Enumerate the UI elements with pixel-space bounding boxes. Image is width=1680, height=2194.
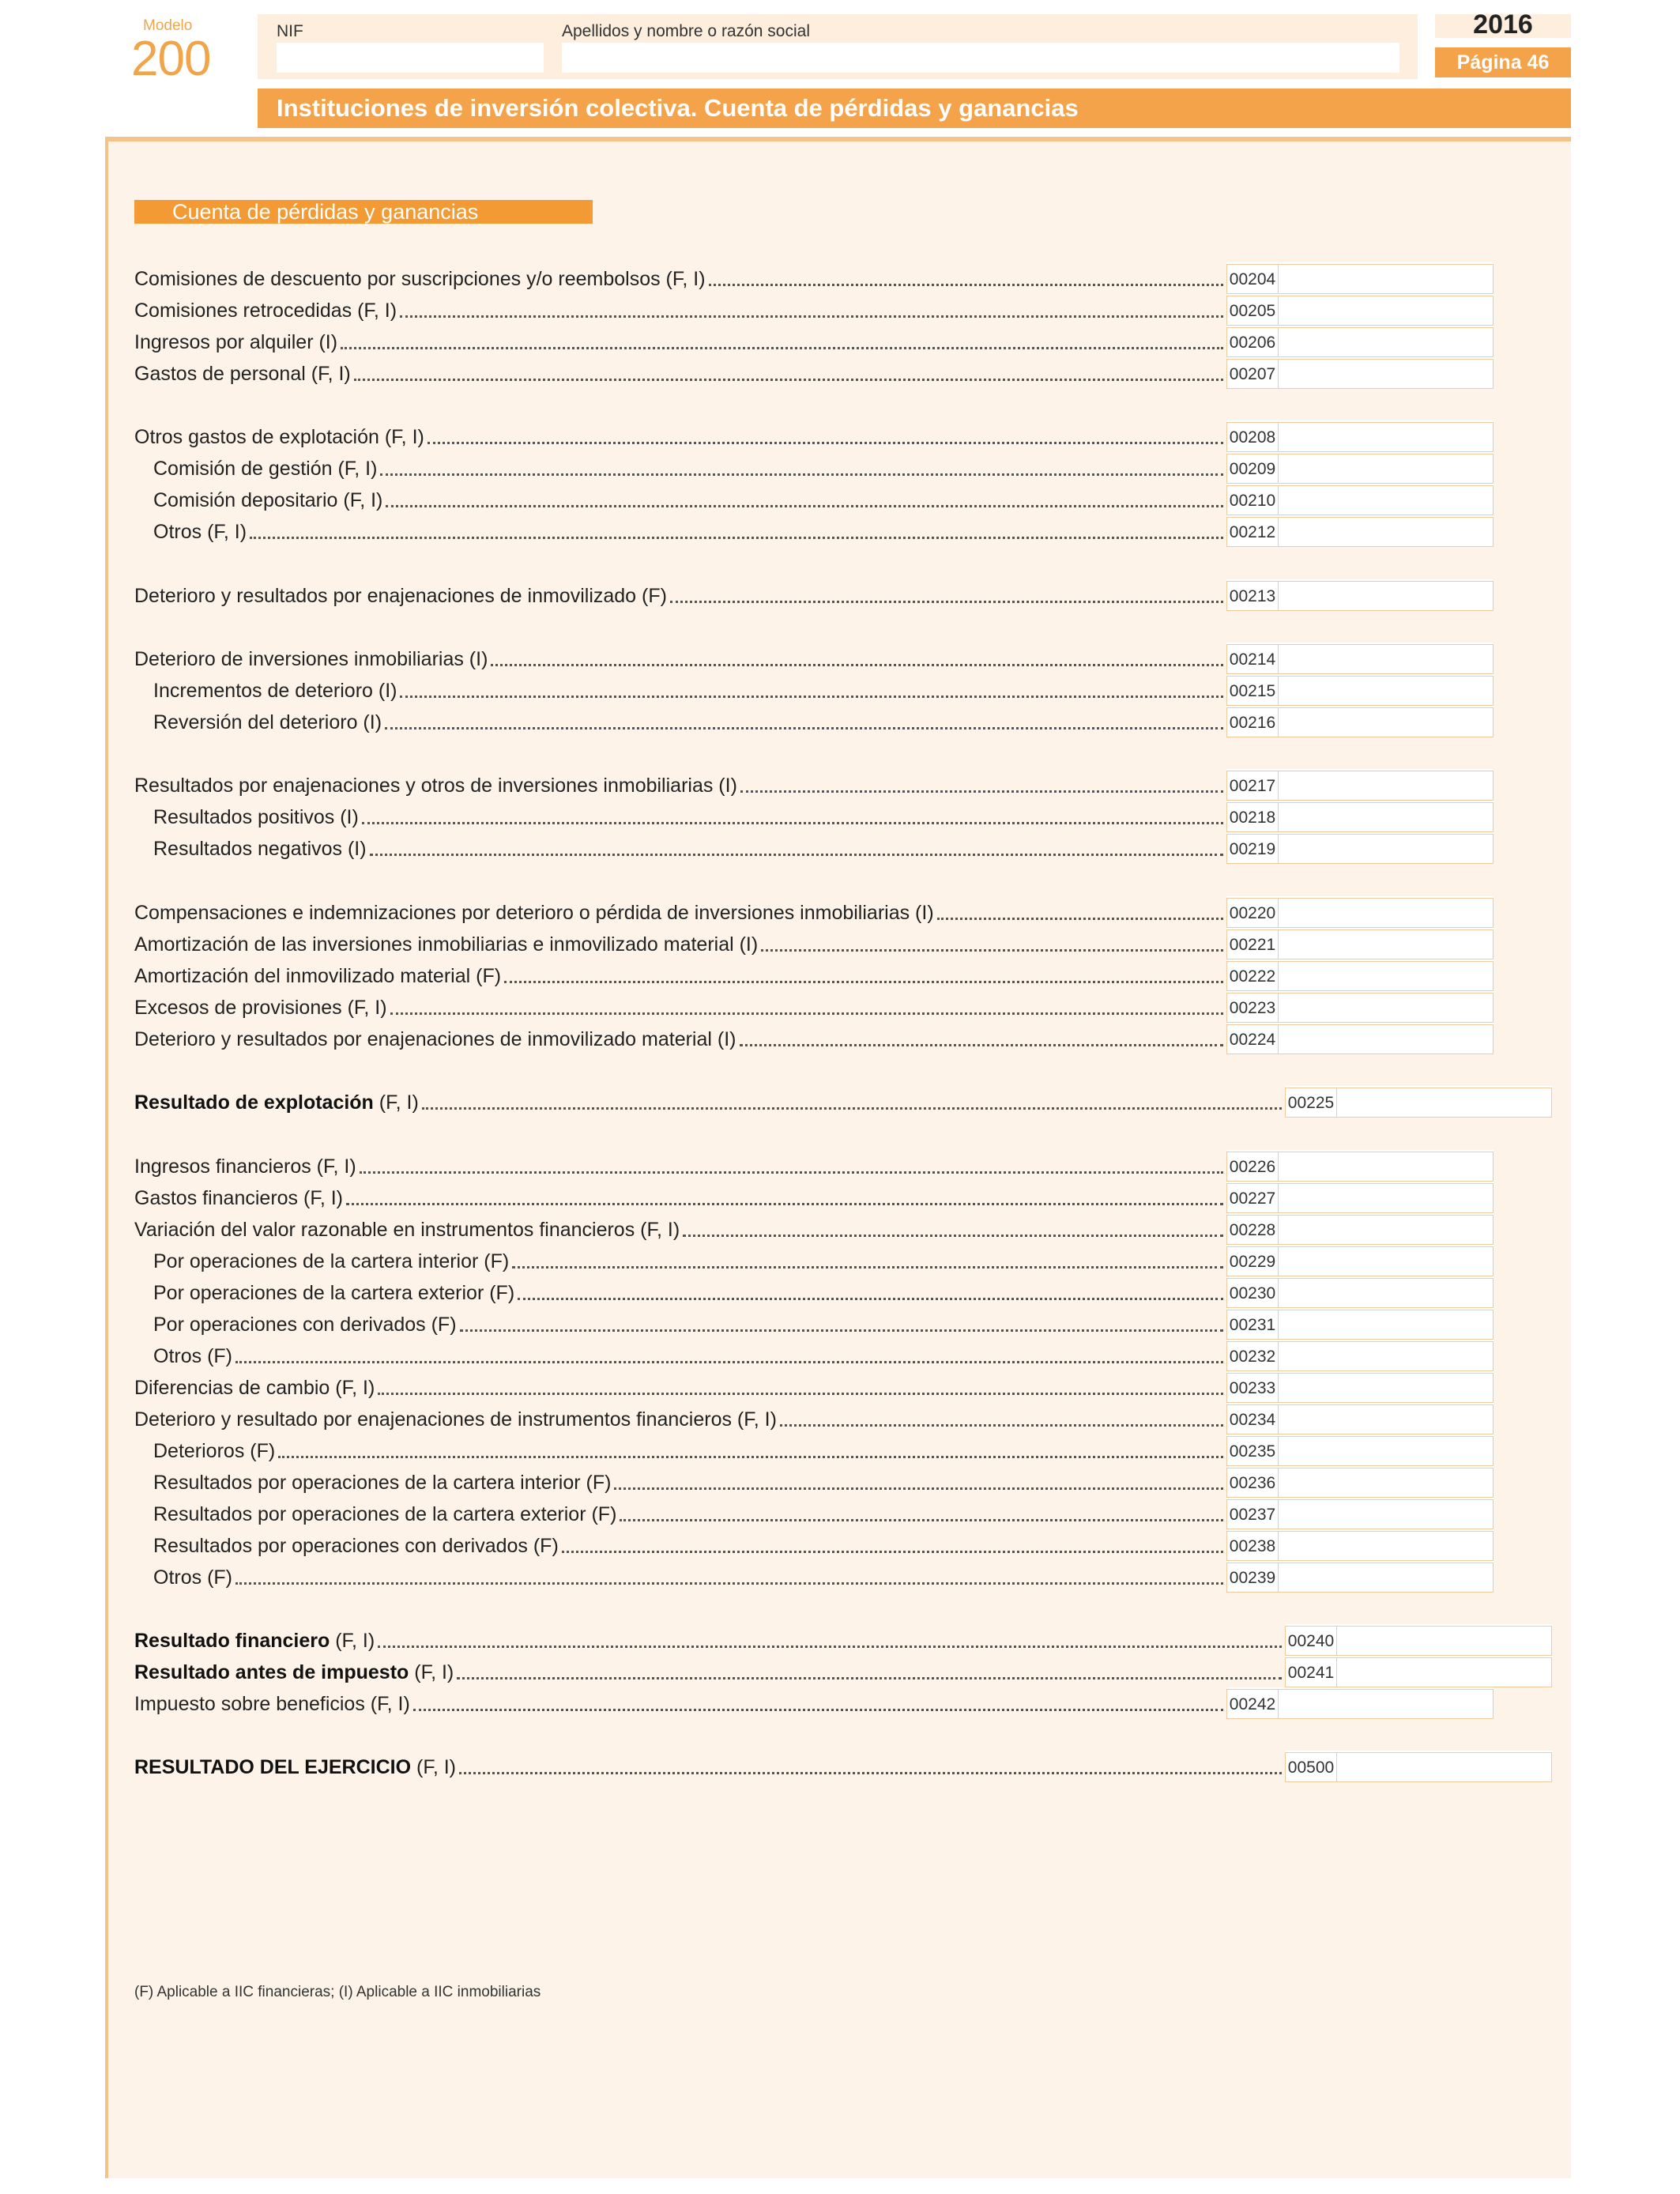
amount-field[interactable]: [1279, 1468, 1494, 1498]
box-code: 00227: [1226, 1183, 1279, 1213]
box-code: 00217: [1226, 771, 1279, 801]
field-group: [1226, 1498, 1494, 1529]
amount-field[interactable]: [1279, 1278, 1494, 1308]
row-label: Por operaciones de la cartera interior (F): [153, 1250, 510, 1272]
field-group: [1226, 1182, 1494, 1213]
row-label: Resultados por enajenaciones y otros de inversiones inmobiliarias (I): [134, 775, 737, 797]
amount-field[interactable]: [1279, 707, 1494, 737]
row-label: Resultados por operaciones de la cartera exterior (F): [153, 1503, 617, 1525]
amount-field[interactable]: [1279, 327, 1494, 357]
field-group: [1226, 801, 1494, 832]
section-title: Cuenta de pérdidas y ganancias: [134, 200, 593, 224]
box-code: 00234: [1226, 1404, 1279, 1434]
field-group: [1226, 769, 1494, 801]
form-row: [134, 1023, 1494, 1054]
amount-field[interactable]: [1279, 1689, 1494, 1719]
form-row: [134, 801, 1494, 832]
amount-field[interactable]: [1279, 676, 1494, 706]
leader-dots: [235, 1582, 1223, 1585]
form-row: [134, 1245, 1494, 1276]
total-row: [134, 1086, 1552, 1118]
amount-field[interactable]: [1279, 1215, 1494, 1245]
leader-dots: [780, 1424, 1223, 1427]
leader-dots: [670, 601, 1223, 603]
footnote: (F) Aplicable a IIC financieras; (I) Aplicable a IIC inmobiliarias: [134, 1984, 541, 2000]
leader-dots: [459, 1772, 1282, 1774]
leader-dots: [235, 1361, 1223, 1363]
box-code: 00220: [1226, 898, 1279, 928]
form-row: [134, 326, 1494, 357]
leader-dots: [346, 1203, 1223, 1205]
field-group: [1285, 1624, 1552, 1656]
leader-dots: [370, 854, 1223, 856]
row-label: Comisiones retrocedidas (F, I): [134, 300, 397, 322]
amount-field[interactable]: [1337, 1752, 1552, 1782]
form-row: [134, 832, 1494, 864]
row-label: [134, 1661, 454, 1687]
box-code: 00231: [1226, 1310, 1279, 1340]
field-group: [1226, 896, 1494, 928]
box-code: 00214: [1226, 644, 1279, 674]
box-code: 00241: [1285, 1657, 1337, 1687]
amount-field[interactable]: [1279, 1341, 1494, 1371]
box-code: 00228: [1226, 1215, 1279, 1245]
form-row: [134, 896, 1494, 928]
row-label: Otros (F, I): [153, 521, 247, 543]
box-code: 00209: [1226, 454, 1279, 484]
form-row: [134, 579, 1494, 611]
row-label: Resultados por operaciones de la cartera interior (F): [153, 1472, 612, 1494]
form-row: [134, 1687, 1494, 1719]
row-label: Resultados por operaciones con derivados (F): [153, 1535, 559, 1557]
form-row: [134, 643, 1494, 674]
box-code: 00237: [1226, 1499, 1279, 1529]
box-code: 00212: [1226, 517, 1279, 547]
form-row: [134, 1561, 1494, 1593]
leader-dots: [740, 790, 1223, 793]
field-group: [1226, 643, 1494, 674]
leader-dots: [512, 1266, 1223, 1269]
leader-dots: [390, 1012, 1223, 1015]
row-label-bold: Resultado de explotación: [134, 1091, 374, 1114]
row-label: Resultados negativos (I): [153, 838, 367, 860]
box-code: 00219: [1226, 834, 1279, 864]
leader-dots: [422, 1107, 1282, 1110]
box-code: 00223: [1226, 993, 1279, 1023]
form-row: [134, 1466, 1494, 1498]
row-label: Gastos financieros (F, I): [134, 1187, 343, 1209]
row-label: Excesos de provisiones (F, I): [134, 997, 387, 1019]
field-group: [1226, 706, 1494, 737]
name-input[interactable]: [562, 43, 1399, 73]
leader-dots: [385, 727, 1223, 729]
field-group: [1226, 420, 1494, 452]
box-code: 00210: [1226, 485, 1279, 515]
amount-field[interactable]: [1279, 1563, 1494, 1593]
field-group: [1285, 1751, 1552, 1782]
field-group: [1226, 357, 1494, 389]
amount-field[interactable]: [1279, 1436, 1494, 1466]
box-code: 00207: [1226, 359, 1279, 389]
row-label: Deterioro y resultados por enajenaciones de inmovilizado (F): [134, 585, 667, 607]
field-group: [1226, 928, 1494, 959]
leader-dots: [457, 1677, 1282, 1679]
amount-field[interactable]: [1279, 1531, 1494, 1561]
box-code: 00222: [1226, 961, 1279, 991]
box-code: 00239: [1226, 1563, 1279, 1593]
form-row: [134, 991, 1494, 1023]
field-group: [1226, 262, 1494, 294]
form-row: [134, 1276, 1494, 1308]
box-code: 00229: [1226, 1246, 1279, 1276]
row-label-bold: Resultado antes de impuesto: [134, 1661, 409, 1683]
amount-field[interactable]: [1279, 1404, 1494, 1434]
field-group: [1226, 1276, 1494, 1308]
amount-field[interactable]: [1279, 961, 1494, 991]
form-row: [134, 1434, 1494, 1466]
form-row: [134, 1529, 1494, 1561]
amount-field[interactable]: [1279, 485, 1494, 515]
amount-field[interactable]: [1279, 454, 1494, 484]
box-code: 00205: [1226, 296, 1279, 326]
leader-dots: [378, 1393, 1223, 1395]
amount-field[interactable]: [1279, 993, 1494, 1023]
amount-field[interactable]: [1279, 422, 1494, 452]
row-label: Amortización del inmovilizado material (F): [134, 965, 502, 987]
row-label: Reversión del deterioro (I): [153, 711, 382, 733]
row-label: Impuesto sobre beneficios (F, I): [134, 1693, 410, 1715]
amount-field[interactable]: [1279, 771, 1494, 801]
form-row: [134, 357, 1494, 389]
box-code: 00215: [1226, 676, 1279, 706]
leader-dots: [504, 981, 1223, 983]
field-group: [1226, 1403, 1494, 1434]
row-label-bold: RESULTADO DEL EJERCICIO: [134, 1756, 412, 1778]
row-label: Gastos de personal (F, I): [134, 363, 351, 385]
box-code: 00242: [1226, 1689, 1279, 1719]
row-label: Amortización de las inversiones inmobiliarias e inmovilizado material (I): [134, 933, 759, 956]
row-label: Diferencias de cambio (F, I): [134, 1377, 375, 1399]
form-row: [134, 1403, 1494, 1434]
leader-dots: [428, 442, 1223, 444]
field-group: [1226, 832, 1494, 864]
field-group: [1226, 1687, 1494, 1719]
amount-field[interactable]: [1279, 581, 1494, 611]
field-group: [1226, 326, 1494, 357]
amount-field[interactable]: [1279, 1152, 1494, 1182]
form-row: [134, 484, 1494, 515]
row-label: [134, 1755, 456, 1782]
amount-field[interactable]: [1279, 1183, 1494, 1213]
row-label: Otros (F): [153, 1345, 232, 1367]
row-label: Comisión de gestión (F, I): [153, 458, 378, 480]
form-row: [134, 674, 1494, 706]
leader-dots: [761, 949, 1223, 952]
amount-field[interactable]: [1279, 1373, 1494, 1403]
amount-field[interactable]: [1279, 929, 1494, 959]
leader-dots: [620, 1519, 1223, 1521]
box-code: 00204: [1226, 264, 1279, 294]
form-row: [134, 1498, 1494, 1529]
page-title: Instituciones de inversión colectiva. Cuenta de pérdidas y ganancias: [258, 89, 1571, 128]
amount-field[interactable]: [1279, 264, 1494, 294]
row-label: Deterioro y resultados por enajenaciones de inmovilizado material (I): [134, 1028, 736, 1050]
row-label: Ingresos financieros (F, I): [134, 1155, 356, 1178]
field-group: [1226, 515, 1494, 547]
row-label: Otros gastos de explotación (F, I): [134, 426, 424, 448]
panel-top-border: [108, 137, 1571, 141]
leader-dots: [460, 1329, 1223, 1332]
row-label-suffix: (F, I): [411, 1756, 456, 1778]
leader-dots: [341, 347, 1223, 349]
row-label: Por operaciones con derivados (F): [153, 1314, 457, 1336]
amount-field[interactable]: [1279, 296, 1494, 326]
form-row: [134, 1308, 1494, 1340]
amount-field[interactable]: [1279, 802, 1494, 832]
field-group: [1226, 1466, 1494, 1498]
row-label: [134, 1091, 419, 1118]
leader-dots: [354, 379, 1223, 381]
form-row: [134, 706, 1494, 737]
field-group: [1226, 1529, 1494, 1561]
field-group: [1285, 1656, 1552, 1687]
field-group: [1226, 1561, 1494, 1593]
box-code: 00226: [1226, 1152, 1279, 1182]
field-group: [1226, 1340, 1494, 1371]
amount-field[interactable]: [1279, 1310, 1494, 1340]
box-code: 00230: [1226, 1278, 1279, 1308]
form-row: [134, 420, 1494, 452]
form-row: [134, 262, 1494, 294]
form-row: [134, 294, 1494, 326]
form-row: [134, 1182, 1494, 1213]
amount-field[interactable]: [1337, 1657, 1552, 1687]
modelo-label: Modelo: [143, 17, 193, 34]
amount-field[interactable]: [1279, 1246, 1494, 1276]
box-code: 00232: [1226, 1341, 1279, 1371]
field-group: [1226, 1245, 1494, 1276]
row-label: [134, 1629, 375, 1656]
row-label-suffix: (F, I): [409, 1661, 454, 1683]
leader-dots: [278, 1456, 1223, 1458]
box-code: 00208: [1226, 422, 1279, 452]
row-label-suffix: (F, I): [373, 1091, 419, 1114]
nif-label: NIF: [277, 22, 303, 40]
box-code: 00225: [1285, 1088, 1337, 1118]
box-code: 00221: [1226, 929, 1279, 959]
form-row: [134, 1150, 1494, 1182]
field-group: [1226, 452, 1494, 484]
box-code: 00236: [1226, 1468, 1279, 1498]
page-badge: Página 46: [1435, 47, 1571, 77]
field-group: [1226, 1434, 1494, 1466]
leader-dots: [740, 1044, 1224, 1046]
leader-dots: [709, 284, 1223, 286]
box-code: 00238: [1226, 1531, 1279, 1561]
leader-dots: [937, 918, 1223, 920]
field-group: [1226, 1371, 1494, 1403]
leader-dots: [614, 1487, 1223, 1490]
box-code: 00500: [1285, 1752, 1337, 1782]
field-group: [1226, 1150, 1494, 1182]
field-group: [1226, 484, 1494, 515]
box-code: 00233: [1226, 1373, 1279, 1403]
row-label: Ingresos por alquiler (I): [134, 331, 338, 353]
form-row: [134, 1371, 1494, 1403]
row-label: Deterioros (F): [153, 1440, 276, 1462]
amount-field[interactable]: [1337, 1088, 1552, 1118]
leader-dots: [362, 822, 1223, 824]
amount-field[interactable]: [1279, 359, 1494, 389]
form-row: [134, 1340, 1494, 1371]
field-group: [1226, 959, 1494, 991]
box-code: 00216: [1226, 707, 1279, 737]
amount-field[interactable]: [1279, 1499, 1494, 1529]
total-row: [134, 1751, 1552, 1782]
year: 2016: [1473, 9, 1533, 40]
row-label: Comisiones de descuento por suscripciones y/o reembolsos (F, I): [134, 268, 706, 290]
leader-dots: [518, 1298, 1223, 1300]
row-label: Resultados positivos (I): [153, 806, 359, 828]
leader-dots: [400, 696, 1223, 698]
amount-field[interactable]: [1279, 644, 1494, 674]
field-group: [1226, 1023, 1494, 1054]
box-code: 00206: [1226, 327, 1279, 357]
leader-dots: [683, 1235, 1223, 1237]
form-row: [134, 1213, 1494, 1245]
row-label: Otros (F): [153, 1566, 232, 1589]
row-label: Comisión depositario (F, I): [153, 489, 383, 511]
amount-field[interactable]: [1337, 1626, 1552, 1656]
form-row: [134, 928, 1494, 959]
form-row: [134, 452, 1494, 484]
row-label-suffix: (F, I): [330, 1630, 375, 1652]
leader-dots: [360, 1171, 1223, 1174]
panel-left-border: [105, 137, 108, 2178]
form-row: [134, 769, 1494, 801]
leader-dots: [400, 315, 1223, 318]
row-label: Incrementos de deterioro (I): [153, 680, 397, 702]
total-row: [134, 1624, 1552, 1656]
modelo-number: 200: [131, 32, 211, 86]
amount-field[interactable]: [1279, 517, 1494, 547]
field-group: [1226, 674, 1494, 706]
field-group: [1226, 1308, 1494, 1340]
box-code: 00235: [1226, 1436, 1279, 1466]
leader-dots: [491, 664, 1223, 666]
box-code: 00213: [1226, 581, 1279, 611]
field-group: [1226, 294, 1494, 326]
leader-dots: [562, 1551, 1223, 1553]
name-label: Apellidos y nombre o razón social: [562, 22, 810, 40]
leader-dots: [378, 1646, 1282, 1648]
amount-field[interactable]: [1279, 834, 1494, 864]
box-code: 00218: [1226, 802, 1279, 832]
field-group: [1226, 991, 1494, 1023]
total-row: [134, 1656, 1552, 1687]
leader-dots: [380, 473, 1223, 476]
leader-dots: [386, 505, 1223, 507]
box-code: 00224: [1226, 1024, 1279, 1054]
row-label-bold: Resultado financiero: [134, 1630, 330, 1652]
box-code: 00240: [1285, 1626, 1337, 1656]
amount-field[interactable]: [1279, 1024, 1494, 1054]
form-row: [134, 515, 1494, 547]
form-row: [134, 959, 1494, 991]
row-label: Variación del valor razonable en instrumentos financieros (F, I): [134, 1219, 680, 1241]
field-group: [1226, 579, 1494, 611]
row-label: Deterioro de inversiones inmobiliarias (I): [134, 648, 488, 670]
leader-dots: [413, 1709, 1223, 1711]
field-group: [1226, 1213, 1494, 1245]
row-label: Deterioro y resultado por enajenaciones de instrumentos financieros (F, I): [134, 1408, 777, 1431]
row-label: Por operaciones de la cartera exterior (F): [153, 1282, 515, 1304]
field-group: [1285, 1086, 1552, 1118]
amount-field[interactable]: [1279, 898, 1494, 928]
row-label: Compensaciones e indemnizaciones por deterioro o pérdida de inversiones inmobiliarias (I): [134, 902, 934, 924]
leader-dots: [250, 537, 1223, 539]
nif-input[interactable]: [277, 43, 544, 73]
